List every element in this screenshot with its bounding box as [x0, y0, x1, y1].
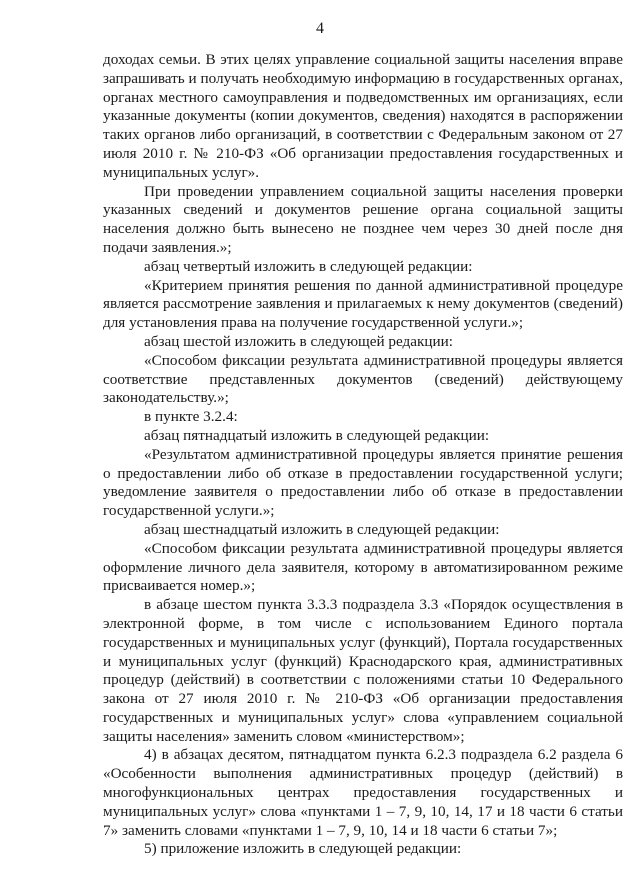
- paragraph: абзац четвертый изложить в следующей редакции:: [144, 257, 473, 275]
- paragraph: «Способом фиксации результата административной процедуры является соответствие представленных документов (сведений) действующему законодательству.»;: [103, 351, 623, 407]
- paragraph: доходах семьи. В этих целях управление социальной защиты населения вправе запрашивать и получать необходимую информацию в государственных органах, органах местного самоуправления и подведомственных им организациях, если указанные документы (копии документов, сведения) находятся в распоряжении таких органов либо организаций, в соответствии с Федеральным законом от 27 июля 2010 г. № 210-ФЗ «Об организации предоставления государственных и муниципальных услуг».: [103, 51, 623, 181]
- paragraph: абзац шестнадцатый изложить в следующей редакции:: [144, 520, 500, 538]
- document-body: [103, 51, 623, 859]
- page-number: 4: [316, 20, 324, 37]
- paragraph: «Критерием принятия решения по данной административной процедуре является рассмотрение заявления и прилагаемых к нему документов (сведений) для установления права на получение государственной услуги.»;: [103, 276, 623, 332]
- paragraph: «Результатом административной процедуры является принятие решения о предоставлении либо об отказе в предоставлении государственной услуги; уведомление заявителя о предоставлении либо об отказе в предоставлении государственной услуги.»;: [103, 445, 623, 520]
- paragraph: 5) приложение изложить в следующей редакции:: [144, 840, 462, 858]
- paragraph: абзац пятнадцатый изложить в следующей редакции:: [144, 426, 490, 444]
- paragraph: в пункте 3.2.4:: [144, 408, 238, 426]
- paragraph: абзац шестой изложить в следующей редакции:: [144, 332, 453, 350]
- paragraph: «Способом фиксации результата административной процедуры является оформление личного дела заявителя, которому в автоматизированном режиме присваивается номер.»;: [103, 539, 623, 595]
- paragraph: 4) в абзацах десятом, пятнадцатом пункта 6.2.3 подраздела 6.2 раздела 6 «Особенности выполнения административных процедур (действий) в многофункциональных центрах предоставления государственных и муниципальных услуг» слова «пунктами 1 – 7, 9, 10, 14, 17 и 18 части 6 статьи 7» заменить словами «пунктами 1 – 7, 9, 10, 14 и 18 части 6 статьи 7»;: [103, 746, 623, 839]
- paragraph: При проведении управлением социальной защиты населения проверки указанных сведений и документов решение органа социальной защиты населения должно быть вынесено не позднее чем через 30 дней после дня подачи заявления.»;: [103, 182, 623, 256]
- paragraph: в абзаце шестом пункта 3.3.3 подраздела 3.3 «Порядок осуществления в электронной форме, в том числе с использованием Единого портала государственных и муниципальных услуг (функций), Портала государственных и муниципальных услуг (функций) Краснодарского края, административных процедур (действий) в соответствии с положениями статьи 10 Федерального закона от 27 июля 2010 г. № 210-ФЗ «Об организации предоставления государственных и муниципальных услуг» слова «управлением социальной защиты населения» заменить словом «министерством»;: [103, 596, 623, 745]
